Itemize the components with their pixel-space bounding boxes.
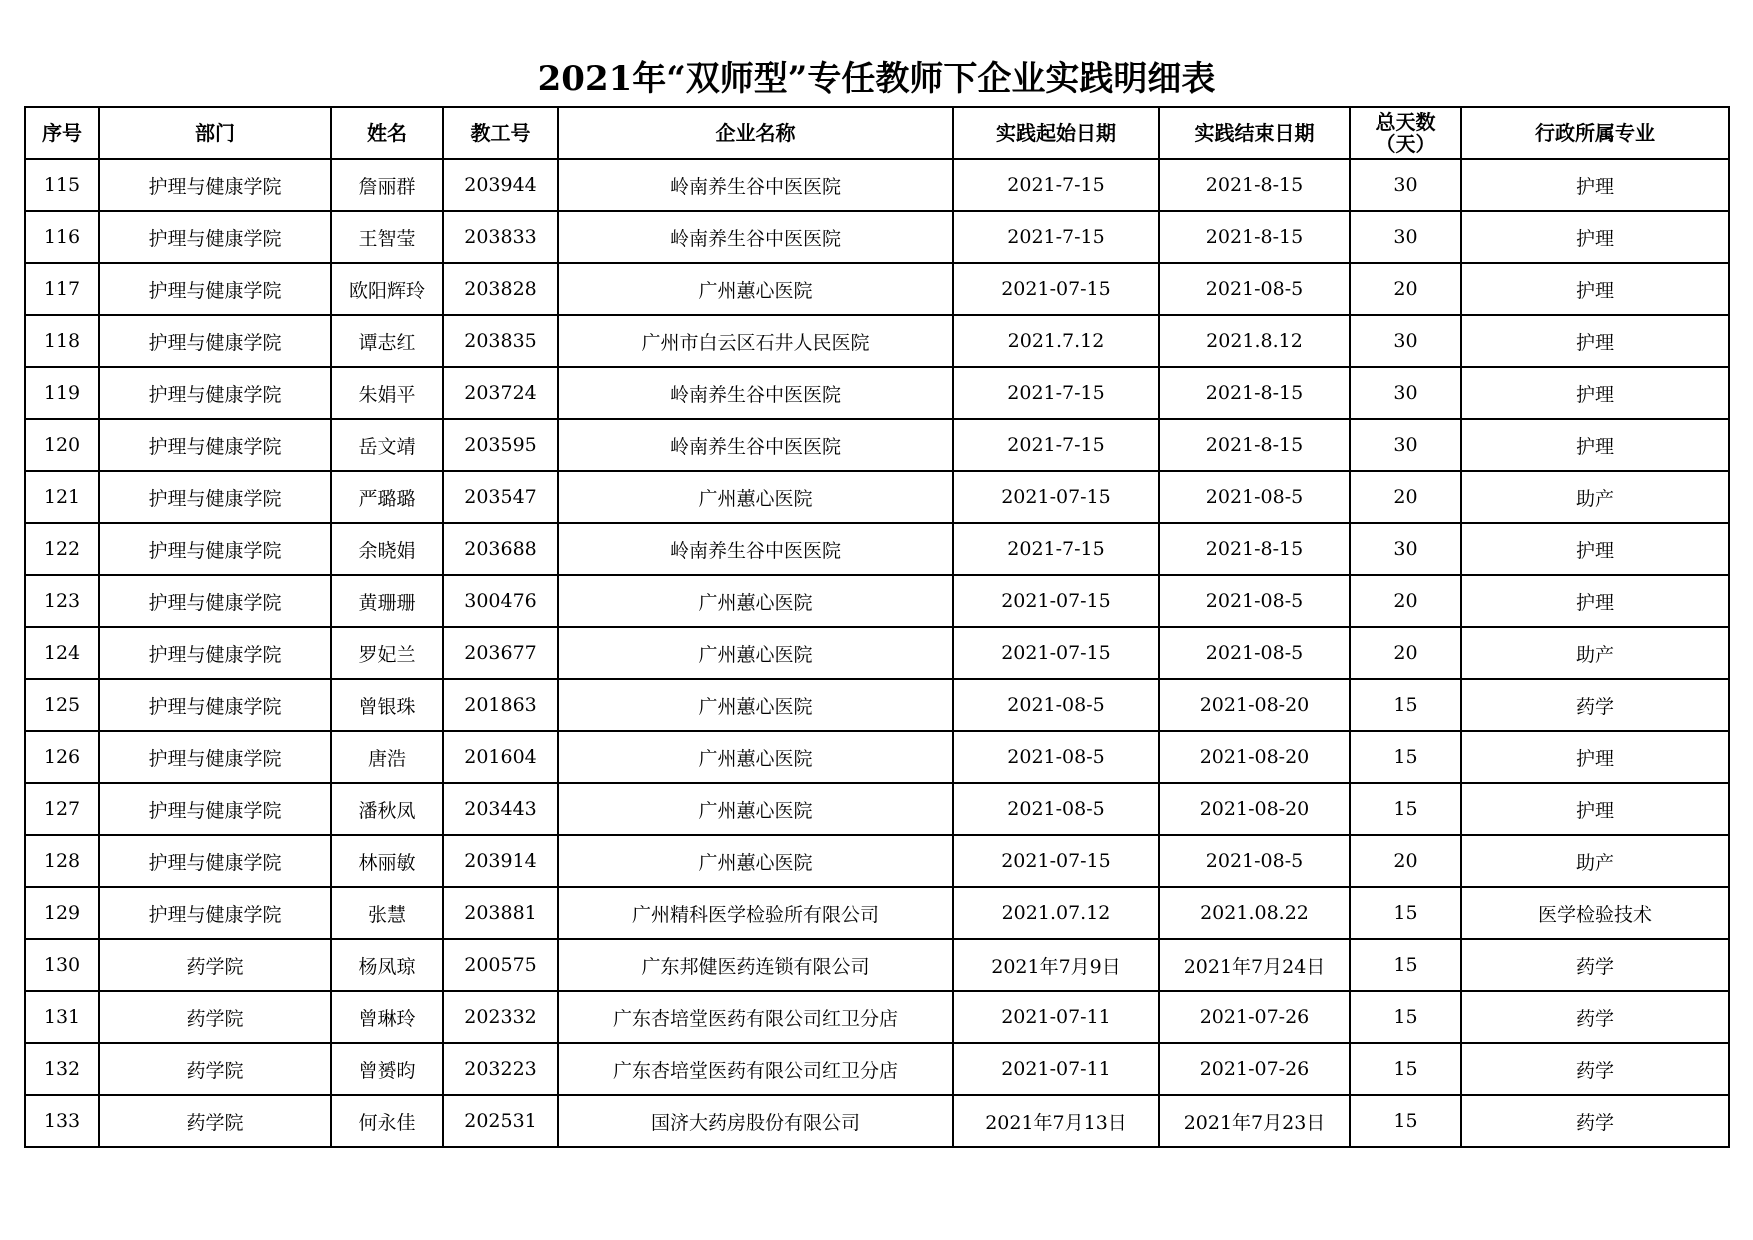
cell-staff-id: 203595 [443,419,558,471]
table-row [25,835,1729,887]
cell-total-days: 30 [1350,211,1461,263]
cell-total-days: 15 [1350,1095,1461,1147]
cell-major: 护理 [1461,315,1729,367]
cell-major: 护理 [1461,159,1729,211]
cell-index: 121 [25,471,99,523]
cell-total-days: 20 [1350,627,1461,679]
cell-staff-id: 203944 [443,159,558,211]
cell-name: 曾银珠 [331,679,443,731]
cell-start-date: 2021年7月13日 [953,1095,1159,1147]
cell-end-date: 2021.08.22 [1159,887,1350,939]
table-header-row [25,107,1729,159]
cell-department: 护理与健康学院 [99,887,331,939]
cell-enterprise: 广东邦健医药连锁有限公司 [558,939,953,991]
table-row [25,627,1729,679]
page-title: 2021年“双师型”专任教师下企业实践明细表 [537,59,1216,99]
cell-end-date: 2021-8-15 [1159,367,1350,419]
cell-start-date: 2021-07-15 [953,835,1159,887]
table-row [25,263,1729,315]
cell-end-date: 2021-08-20 [1159,679,1350,731]
cell-department: 护理与健康学院 [99,523,331,575]
column-header-staff-id: 教工号 [443,107,558,159]
cell-index: 118 [25,315,99,367]
cell-major: 药学 [1461,1043,1729,1095]
cell-end-date: 2021-08-20 [1159,783,1350,835]
cell-staff-id: 203443 [443,783,558,835]
table-row [25,159,1729,211]
cell-major: 药学 [1461,939,1729,991]
cell-staff-id: 203724 [443,367,558,419]
cell-start-date: 2021-7-15 [953,159,1159,211]
cell-staff-id: 203833 [443,211,558,263]
cell-department: 药学院 [99,1043,331,1095]
cell-department: 护理与健康学院 [99,263,331,315]
cell-start-date: 2021-08-5 [953,783,1159,835]
cell-staff-id: 201604 [443,731,558,783]
cell-enterprise: 广东杏培堂医药有限公司红卫分店 [558,991,953,1043]
cell-department: 药学院 [99,991,331,1043]
cell-total-days: 30 [1350,315,1461,367]
cell-start-date: 2021.7.12 [953,315,1159,367]
cell-index: 119 [25,367,99,419]
cell-end-date: 2021-8-15 [1159,523,1350,575]
cell-department: 护理与健康学院 [99,315,331,367]
table-row [25,419,1729,471]
cell-end-date: 2021-08-5 [1159,263,1350,315]
cell-end-date: 2021.8.12 [1159,315,1350,367]
cell-major: 助产 [1461,471,1729,523]
cell-major: 助产 [1461,627,1729,679]
cell-start-date: 2021-07-15 [953,471,1159,523]
table-row [25,575,1729,627]
cell-index: 115 [25,159,99,211]
cell-enterprise: 岭南养生谷中医医院 [558,211,953,263]
column-header-name: 姓名 [331,107,443,159]
cell-index: 122 [25,523,99,575]
cell-staff-id: 203828 [443,263,558,315]
cell-index: 129 [25,887,99,939]
table-row [25,471,1729,523]
cell-name: 王智莹 [331,211,443,263]
table-row [25,991,1729,1043]
column-header-department: 部门 [99,107,331,159]
cell-total-days: 20 [1350,835,1461,887]
cell-department: 护理与健康学院 [99,783,331,835]
cell-enterprise: 广州蕙心医院 [558,575,953,627]
cell-name: 林丽敏 [331,835,443,887]
cell-end-date: 2021-8-15 [1159,211,1350,263]
cell-start-date: 2021-07-15 [953,575,1159,627]
cell-end-date: 2021年7月24日 [1159,939,1350,991]
cell-total-days: 15 [1350,783,1461,835]
cell-staff-id: 203677 [443,627,558,679]
column-header-total-days-line2: （天） [1375,132,1436,156]
cell-start-date: 2021-7-15 [953,367,1159,419]
cell-major: 药学 [1461,679,1729,731]
cell-enterprise: 广州蕙心医院 [558,783,953,835]
cell-enterprise: 岭南养生谷中医医院 [558,523,953,575]
cell-start-date: 2021-07-15 [953,263,1159,315]
cell-index: 117 [25,263,99,315]
cell-start-date: 2021-08-5 [953,731,1159,783]
cell-enterprise: 岭南养生谷中医医院 [558,159,953,211]
cell-enterprise: 广州蕙心医院 [558,627,953,679]
cell-staff-id: 202531 [443,1095,558,1147]
column-header-major: 行政所属专业 [1461,107,1729,159]
cell-enterprise: 岭南养生谷中医医院 [558,419,953,471]
cell-start-date: 2021.07.12 [953,887,1159,939]
cell-total-days: 30 [1350,419,1461,471]
cell-department: 护理与健康学院 [99,575,331,627]
cell-name: 谭志红 [331,315,443,367]
cell-enterprise: 广州蕙心医院 [558,835,953,887]
column-header-end-date: 实践结束日期 [1159,107,1350,159]
table-row [25,679,1729,731]
cell-staff-id: 203223 [443,1043,558,1095]
cell-major: 护理 [1461,263,1729,315]
column-header-total-days [1350,107,1461,159]
cell-index: 116 [25,211,99,263]
table-row [25,731,1729,783]
cell-name: 欧阳辉玲 [331,263,443,315]
cell-total-days: 15 [1350,731,1461,783]
cell-major: 护理 [1461,731,1729,783]
column-header-enterprise: 企业名称 [558,107,953,159]
cell-start-date: 2021-07-11 [953,991,1159,1043]
cell-enterprise: 岭南养生谷中医医院 [558,367,953,419]
cell-department: 护理与健康学院 [99,679,331,731]
cell-name: 唐浩 [331,731,443,783]
cell-staff-id: 300476 [443,575,558,627]
cell-index: 125 [25,679,99,731]
cell-index: 124 [25,627,99,679]
cell-index: 127 [25,783,99,835]
cell-end-date: 2021-08-5 [1159,835,1350,887]
cell-name: 余晓娟 [331,523,443,575]
cell-end-date: 2021-08-5 [1159,627,1350,679]
cell-staff-id: 203881 [443,887,558,939]
table-row [25,1043,1729,1095]
cell-total-days: 30 [1350,159,1461,211]
cell-department: 护理与健康学院 [99,419,331,471]
cell-name: 何永佳 [331,1095,443,1147]
table-body [25,159,1729,1147]
cell-major: 护理 [1461,575,1729,627]
table-row [25,367,1729,419]
cell-enterprise: 广州蕙心医院 [558,679,953,731]
cell-department: 护理与健康学院 [99,627,331,679]
cell-major: 药学 [1461,1095,1729,1147]
cell-end-date: 2021-07-26 [1159,991,1350,1043]
cell-start-date: 2021-7-15 [953,523,1159,575]
cell-department: 护理与健康学院 [99,159,331,211]
cell-name: 岳文靖 [331,419,443,471]
cell-name: 黄珊珊 [331,575,443,627]
cell-department: 护理与健康学院 [99,471,331,523]
cell-index: 133 [25,1095,99,1147]
cell-total-days: 15 [1350,939,1461,991]
cell-major: 医学检验技术 [1461,887,1729,939]
cell-department: 护理与健康学院 [99,211,331,263]
cell-department: 护理与健康学院 [99,367,331,419]
cell-total-days: 15 [1350,1043,1461,1095]
cell-enterprise: 广州精科医学检验所有限公司 [558,887,953,939]
cell-total-days: 15 [1350,991,1461,1043]
cell-total-days: 20 [1350,471,1461,523]
cell-major: 护理 [1461,783,1729,835]
cell-end-date: 2021年7月23日 [1159,1095,1350,1147]
table-row [25,887,1729,939]
cell-start-date: 2021-07-15 [953,627,1159,679]
cell-total-days: 20 [1350,263,1461,315]
cell-staff-id: 202332 [443,991,558,1043]
cell-major: 药学 [1461,991,1729,1043]
cell-major: 护理 [1461,523,1729,575]
cell-start-date: 2021-7-15 [953,419,1159,471]
cell-index: 130 [25,939,99,991]
cell-staff-id: 203688 [443,523,558,575]
cell-end-date: 2021-08-20 [1159,731,1350,783]
cell-start-date: 2021-08-5 [953,679,1159,731]
cell-name: 曾琳玲 [331,991,443,1043]
cell-enterprise: 国济大药房股份有限公司 [558,1095,953,1147]
table-row [25,783,1729,835]
cell-staff-id: 201863 [443,679,558,731]
cell-end-date: 2021-08-5 [1159,575,1350,627]
cell-total-days: 15 [1350,679,1461,731]
cell-department: 药学院 [99,1095,331,1147]
cell-major: 助产 [1461,835,1729,887]
cell-total-days: 15 [1350,887,1461,939]
cell-name: 曾赟昀 [331,1043,443,1095]
cell-name: 罗妃兰 [331,627,443,679]
cell-index: 131 [25,991,99,1043]
table-row [25,211,1729,263]
cell-enterprise: 广州市白云区石井人民医院 [558,315,953,367]
cell-major: 护理 [1461,367,1729,419]
table-row [25,939,1729,991]
cell-index: 126 [25,731,99,783]
cell-index: 123 [25,575,99,627]
cell-name: 潘秋凤 [331,783,443,835]
cell-enterprise: 广州蕙心医院 [558,263,953,315]
cell-total-days: 30 [1350,367,1461,419]
cell-start-date: 2021年7月9日 [953,939,1159,991]
table-row [25,315,1729,367]
cell-department: 药学院 [99,939,331,991]
cell-enterprise: 广州蕙心医院 [558,731,953,783]
cell-department: 护理与健康学院 [99,835,331,887]
cell-staff-id: 203835 [443,315,558,367]
cell-total-days: 30 [1350,523,1461,575]
column-header-total-days-line1: 总天数 [1375,110,1436,134]
cell-name: 杨凤琼 [331,939,443,991]
cell-index: 128 [25,835,99,887]
cell-end-date: 2021-8-15 [1159,419,1350,471]
practice-detail-table [24,106,1730,1148]
cell-major: 护理 [1461,211,1729,263]
cell-name: 朱娟平 [331,367,443,419]
cell-start-date: 2021-7-15 [953,211,1159,263]
column-header-index: 序号 [25,107,99,159]
cell-staff-id: 200575 [443,939,558,991]
cell-name: 严璐璐 [331,471,443,523]
cell-name: 詹丽群 [331,159,443,211]
cell-name: 张慧 [331,887,443,939]
cell-department: 护理与健康学院 [99,731,331,783]
cell-end-date: 2021-8-15 [1159,159,1350,211]
cell-index: 132 [25,1043,99,1095]
column-header-start-date: 实践起始日期 [953,107,1159,159]
cell-enterprise: 广州蕙心医院 [558,471,953,523]
cell-index: 120 [25,419,99,471]
table-row [25,1095,1729,1147]
cell-staff-id: 203914 [443,835,558,887]
cell-end-date: 2021-07-26 [1159,1043,1350,1095]
cell-start-date: 2021-07-11 [953,1043,1159,1095]
cell-total-days: 20 [1350,575,1461,627]
table-row [25,523,1729,575]
cell-staff-id: 203547 [443,471,558,523]
cell-end-date: 2021-08-5 [1159,471,1350,523]
cell-enterprise: 广东杏培堂医药有限公司红卫分店 [558,1043,953,1095]
cell-major: 护理 [1461,419,1729,471]
